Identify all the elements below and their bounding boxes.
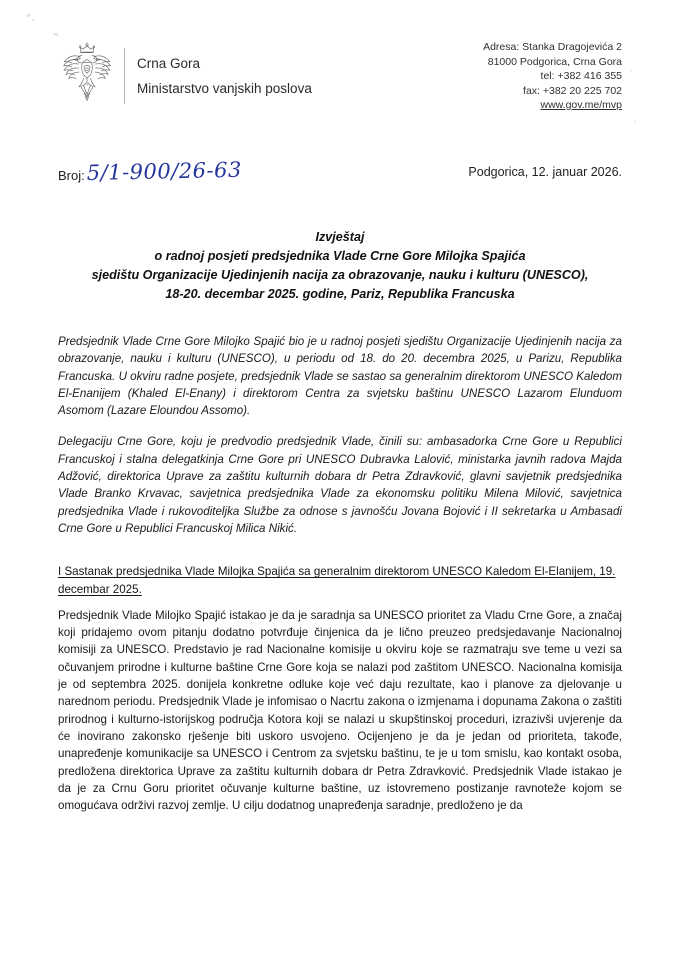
letterhead-text (137, 57, 312, 95)
letterhead (58, 43, 312, 109)
address-tel: tel: +382 416 355 (540, 70, 622, 82)
scan-speckle (26, 13, 32, 18)
heading-spacer (58, 551, 622, 563)
address-city: 81000 Podgorica, Crna Gora (487, 55, 622, 68)
scan-speckle (634, 120, 636, 123)
title-line-2: o radnoj posjeti predsjednika Vlade Crne Gore Milojka Spajića (154, 249, 526, 263)
section-heading-meeting-one: I Sastanak predsjednika Vlade Milojka Spajića sa generalnim direktorom UNESCO Kaledom El-Elanijem, 19. decembar 2025. (58, 565, 616, 596)
scan-speckle (32, 19, 35, 21)
address-block (483, 40, 622, 113)
letterhead-divider (124, 48, 125, 104)
paragraph-delegation: Delegaciju Crne Gore, koju je predvodio predsjednik Vlade, činili su: ambasadorka Crne Gore u Republici Francuskoj i stalna delegatkinja Crne Gore pri UNESCO Dubravka Lalović, ministarka javnih radova Majda Adžović, direktorica Uprave za zaštitu kulturnih dobara dr Petra Zdravković, glavni savjetnik predsjednika Vlade Branko Krvavac, savjetnica predsjednika Vlade za ekonomsku politiku Milena Milović, savjetnica predsjednika Vlade i rukovoditeljka Službe za odnose s javnošću Jovana Bojović i II sekretarka u Ambasadi Crne Gore u Republici Francuskoj Milica Nikić. (58, 435, 622, 535)
title-line-3: sjedištu Organizacije Ujedinjenih nacija za obrazovanje, nauku i kulturu (UNESCO), (91, 268, 589, 282)
document-body (58, 333, 622, 814)
title-line-4: 18-20. decembar 2025. godine, Pariz, Republika Francuska (165, 287, 515, 301)
reference-handwritten-value: 5/1-900/26-63 (86, 157, 242, 185)
reference-number-row (58, 157, 242, 185)
reference-label: Broj: (58, 168, 85, 183)
address-fax: fax: +382 20 225 702 (523, 84, 622, 97)
address-website[interactable]: www.gov.me/mvp (540, 99, 622, 111)
scan-speckle (53, 32, 59, 36)
place-and-date: Podgorica, 12. januar 2026. (468, 165, 622, 179)
paragraph-visit-overview: Predsjednik Vlade Crne Gore Milojko Spajić bio je u radnoj posjeti sjedištu Organizacije Ujedinjenih nacija za obrazovanje, nauku i kulturu (UNESCO), u periodu od 18. do 20. decembra 2025, u Parizu, Republika Francuska. U okviru radne posjete, predsjednik Vlade se sastao sa generalnim direktorom UNESCO Kaledom El-Enanijem (Khaled El-Enany) i direktorom Centra za svjetsku baštinu UNESCO Lazarom Elunduom Asomom (Lazare Eloundou Assomo). (58, 335, 622, 418)
country-name: Crna Gora (137, 56, 201, 71)
montenegro-coat-of-arms-icon (58, 43, 116, 109)
scan-speckle (630, 70, 632, 72)
address-street: Adresa: Stanka Dragojevića 2 (483, 41, 622, 53)
paragraph-meeting-summary: Predsjednik Vlade Milojko Spajić istakao je da je saradnja sa UNESCO prioritet za Vladu Crne Gore, a značaj koji pridajemo ovom pitanju dodatno potvrđuje činjenica da je lično preuzeo predsjedavanje Nacionalnoj komisiji za UNESCO. Predstavio je rad Nacionalne komisije u okviru koje se razmatraju sve teme u vezi sa očuvanjem prirodne i kulturne baštine Crne Gore koja se nalazi pod zaštitom UNESCO. Nacionalna komisija je od septembra 2025. donijela konkretne odluke koje već daju rezultate, kao i planove za djelovanje u narednom periodu. Predsjednik Vlade je infomisao o Nacrtu zakona o izmjenama i dopunama Zakona o zaštiti prirodnog i kulturno-istorijskog područja Kotora koji se nalazi u skupštinskoj proceduri, izrazivši uvjerenje da će inovirano zakonsko rješenje biti uskoro usvojeno. Ocijenjeno je da je jedan od prioriteta, takođe, unapređenje komunikacije sa UNESCO i Centrom za svjetsku baštinu, te je u tom smislu, kao kontakt osoba, predložena direktorica Uprave za zaštitu kulturnih dobara dr Petra Zdravković. Predsjednik Vlade istakao je da je za Crnu Goru prioritet očuvanje kulturne baštine, uz istovremeno postizanje ravnoteže kojom se omogućava održivi razvoj zemlje. U cilju dodatnog unapređenja saradnje, predloženo je da (58, 608, 622, 813)
document-title (58, 228, 622, 304)
ministry-name: Ministarstvo vanjskih poslova (137, 80, 312, 96)
title-line-1: Izvještaj (315, 230, 365, 244)
